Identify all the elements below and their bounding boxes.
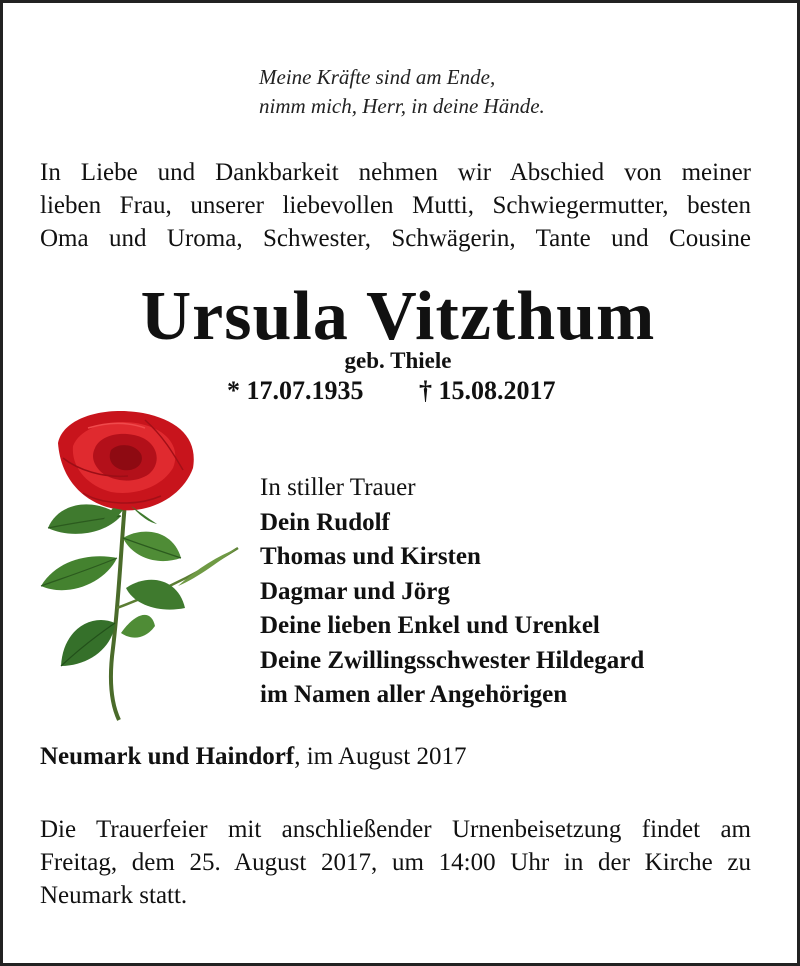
service-line-3: Neumark statt. xyxy=(40,882,188,909)
place-date: , im August 2017 xyxy=(294,743,467,770)
red-rose-image xyxy=(33,408,248,723)
mourner-name: Dagmar und Jörg xyxy=(260,577,450,605)
intro-line-2: lieben Frau, unserer liebevollen Mutti, Schwiegermutter, besten xyxy=(40,192,751,219)
intro-line-1: In Liebe und Dankbarkeit nehmen wir Abschied von meiner xyxy=(40,159,751,186)
birth-date: * 17.07.1935 xyxy=(227,376,364,405)
deceased-name: Ursula Vitzthum xyxy=(140,278,656,355)
intro-text xyxy=(40,156,751,255)
verse-line-1: Meine Kräfte sind am Ende, xyxy=(259,65,496,89)
mourner-name: Deine lieben Enkel und Urenkel xyxy=(260,612,600,639)
mourner-name: Thomas und Kirsten xyxy=(260,543,481,570)
service-line-1: Die Trauerfeier mit anschließender Urnenbeisetzung findet am xyxy=(40,816,751,843)
opening-verse xyxy=(259,63,545,121)
mourner-name: Dein Rudolf xyxy=(260,508,390,536)
intro-line-3: Oma und Uroma, Schwester, Schwägerin, Tante und Cousine xyxy=(40,225,751,252)
place-location: Neumark und Haindorf xyxy=(40,743,295,770)
death-date: † 15.08.2017 xyxy=(419,376,556,405)
funeral-service-info xyxy=(40,813,751,912)
place-and-date xyxy=(40,740,466,774)
mourner-name: im Namen aller Angehörigen xyxy=(260,681,568,708)
mourner-name: Deine Zwillingsschwester Hildegard xyxy=(260,646,645,674)
mourning-heading: In stiller Trauer xyxy=(260,474,416,501)
maiden-name: geb. Thiele xyxy=(344,348,452,373)
mourners-block xyxy=(260,471,644,713)
verse-line-2: nimm mich, Herr, in deine Hände. xyxy=(259,94,545,118)
service-line-2: Freitag, dem 25. August 2017, um 14:00 Uhr in der Kirche zu xyxy=(40,849,751,876)
